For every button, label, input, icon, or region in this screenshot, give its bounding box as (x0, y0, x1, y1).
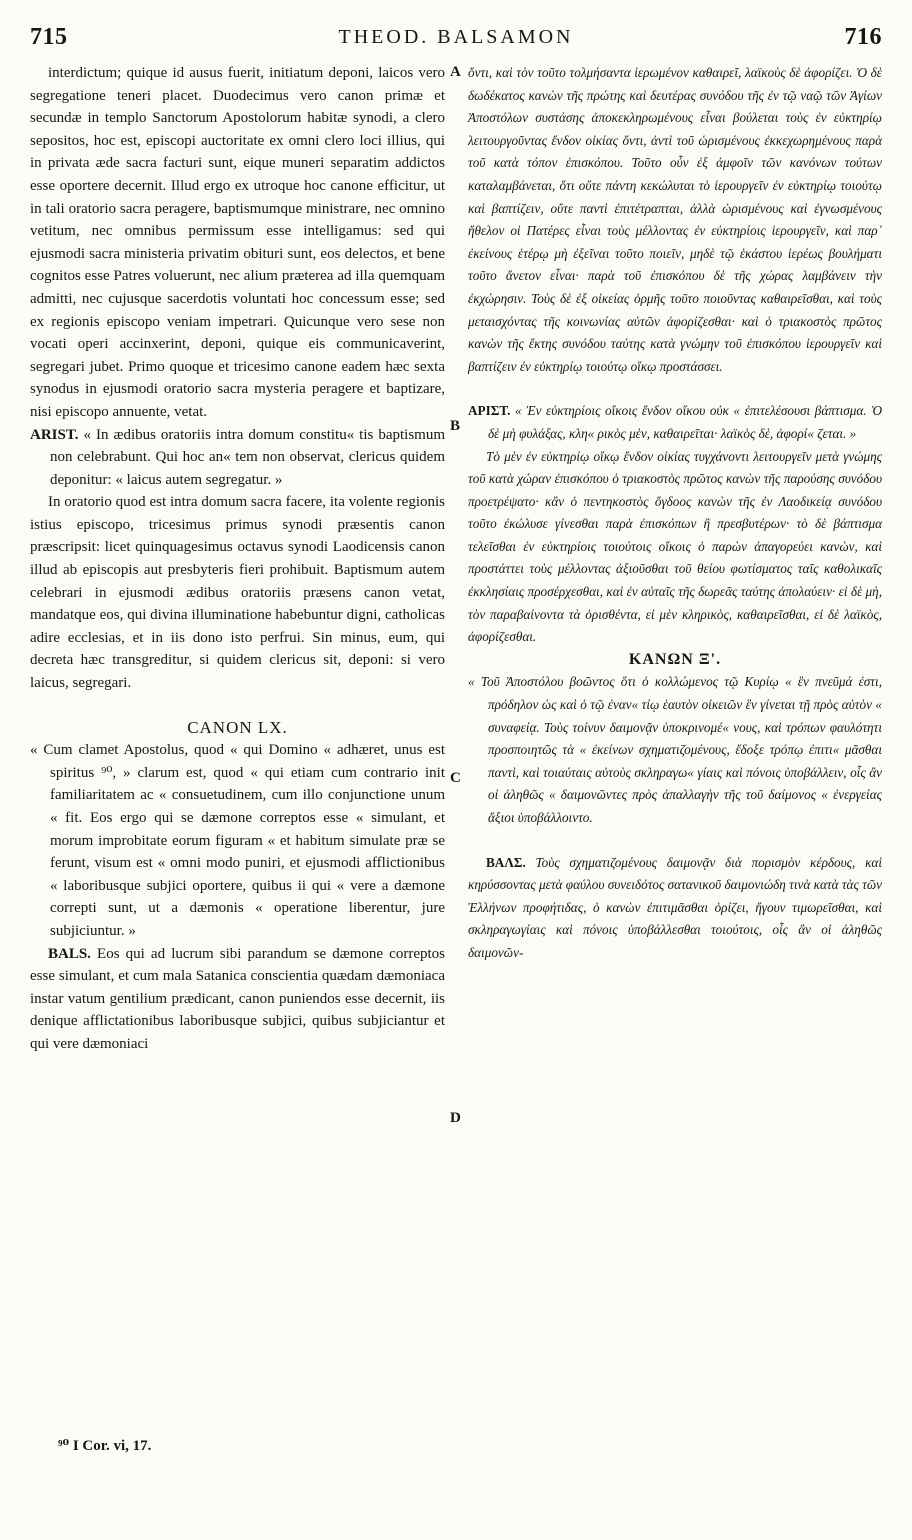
greek-column (468, 62, 882, 965)
greek-arist-label: ΑΡΙΣΤ. (468, 403, 511, 419)
latin-bals-label: BALS. (48, 945, 91, 962)
latin-canon-title: CANON LX. (187, 717, 288, 737)
latin-arist-text: « In ædibus oratoriis intra domum constitu« tis baptismum non celebrabunt. Qui hoc an« tem non observat, clericus quidem deponitur: « laicus autem segregatur. » (50, 426, 445, 488)
greek-canon-title: ΚΑΝΩΝ Ξ'. (628, 650, 722, 668)
latin-column (30, 62, 445, 1056)
margin-letter-b: B (450, 418, 461, 434)
latin-canon-text: « Cum clamet Apostolus, quod « qui Domino « adhæret, unus est spiritus ⁹⁰, » clarum est, quod « qui etiam cum contrario init familiaritatem ac « consuetudinem, cum illo conjunctione unum « fit. Eos ergo qui se dæmone correptos esse « simulant, et morum improbitate eorum figuram « et habitum simulate præ se ferunt, visum est « omni modo puniri, et ejusmodi afflictionibus « laboribusque subjici oportere, quibus ii qui « vere a dæmone correpti sunt, ut a dæmonis « operatione liberentur, jure subjiciuntur. » (30, 742, 445, 939)
running-header (0, 14, 912, 48)
margin-letter-d: D (450, 1110, 461, 1126)
greek-paragraph-1: ὄντι, καὶ τὸν τοῦτο τολμήσαντα ἱερωμένον καθαιρεῖ, λαϊκοὺς δὲ ἀφορίζει. Ὁ δὲ δωδέκατος κανὼν τῆς πρώτης καὶ δευτέρας συνόδου τῆς ἐν τῷ ναῷ τῶν Ἁγίων Ἀποστόλων συστάσης ἀποκεκληρωμένους εἶναι βούλεται τοὺς ἐν εὐκτηρίῳ λειτουργοῦντας ἔνδον οἰκίας ὄντι, ἀντὶ τοῦ ὡρισμένους ἐκκεχωρημένους παρὰ τοῦ κατὰ τόπον ἐπισκόπου. Τοῦτο οὖν ἐξ ἀμφοῖν τῶν κανόνων τούτων καταλαμβάνεται, ὅτι οὔτε πάντη κεκώλυται τὸ ἱερουργεῖν ἐν εὐκτηρίῳ τοιούτῳ καὶ βαπτίζειν, οὔτε παντὶ ἐπιτέτραπται, ἀλλὰ ὡρισμένους καὶ ἐγνωσμένους ἤθελον οἱ Πατέρες εἶναι τοὺς μέλλοντας ἐν εὐκτηρίοις ἱερουργεῖν, καὶ παρ᾽ ἐκείνους ἑτέρῳ μὴ ἐξεῖναι τοῦτο ποιεῖν, μηδὲ τῷ ἑκάστου ἱερέως βουλήματι τοῦτο ἄνετον εἶναι· παρὰ τοῦ ἐπισκόπου δὲ τῆς χώρας λαμβάνειν τὴν ἐκχώρησιν. Τοὺς δὲ ἐξ οἰκείας ὁρμῆς τοῦτο ποιοῦντας καθαιρεῖσθαι, καὶ τοὺς μεταισχόντας τῆς κοινωνίας αὐτῶν ἀφορίζεσθαι· καὶ ὁ τριακοστὸς πρῶτος κανὼν τῆς ἕκτης συνόδου ταύτης κατὰ γνώμην τοῦ ἐπισκόπου ἱερουργεῖν καὶ βαπτίζειν ἐν εὐκτηρίῳ τοιούτῳ οἴκῳ προστάσσει. (468, 65, 882, 374)
margin-letter-c: C (450, 770, 461, 786)
greek-canon-text: « Τοῦ Ἀποστόλου βοῶντος ὅτι ὁ κολλώμενος τῷ Κυρίῳ « ἓν πνεῦμά ἐστι, πρόδηλον ὡς καὶ ὁ τῷ ἐναν« τίῳ ἑαυτὸν οἰκειῶν ἓν γίνεται τῇ πρὸς αὐτὸν « συναφείᾳ. Τοὺς τοίνυν δαιμονᾷν ὑποκρινομέ« νους, καὶ τρόπων φαυλότητι προσποιητῶς τὰ « ἐκείνων σχηματιζομένους, ἔδοξε τρόπῳ ἐπιτι« μᾶσθαι παντὶ, καὶ τοιαύταις αὐτοὺς σκληραγω« γίαις καὶ πόνοις ὑποβάλλειν, οἷς ἂν οἱ ἀληθῶς « δαιμονῶντες πρὸς ἀπαλλαγὴν τῆς τοῦ δαίμονος « ἐνεργείας ἄξιοι ὑποβάλλοιντο. (468, 674, 882, 825)
latin-bals-block (30, 943, 445, 1056)
latin-paragraph-1: interdictum; quique id ausus fuerit, initiatum deponi, laicos vero segregatione teneri placet. Duodecimus vero canon primæ et secundæ in templo Sanctorum Apostolorum habitæ synodi, a clero sepositos, hoc est, episcopi auctoritate ex omni clero loci illius, qui in privata æde sacra facturi sunt, eique muneri separatim addictos esse oportere decernit. Illud ergo ex utroque hoc canone efficitur, ut in tali oratorio sacra peragere, baptismumque ministrare, nec omnino vetitum, nec omnibus permissum esse intelligamus: sed qui ejusmodi sacra ministeria privatim obituri sunt, eos delectos, et bene cognitos esse Patres voluerunt, nec alium præterea ad illa quemquam admitti, nec cujusque sacerdotis voluntati hoc concessum esse; sed ex regionis episcopo veniam impetrari. Quicunque vero sese non vocati operi accinxerint, deponi, quique eis communicaverint, segregari jubet. Primo quoque et tricesimo canone eadem hæc sexta synodus in ejusmodi oratorio sacra mysteria peragere et baptizare, nisi episcopo annuente, vetat. (30, 65, 445, 420)
latin-bals-text: Eos qui ad lucrum sibi parandum se dæmone correptos esse simulant, et cum mala Satanica conscientia quædam dæmoniaca instar vatum gentilium prædicant, canon puniendos esse decernit, iis denique afflictationibus laboribusque subjici, quibus subjiciantur et qui vere dæmoniaci (30, 945, 445, 1052)
greek-bals-text: Τοὺς σχηματιζομένους δαιμονᾷν διὰ πορισμὸν κέρδους, καὶ κηρύσσοντας μετὰ φαύλου συνειδότος σατανικοῦ δαιμονιώδη τινὰ κατὰ τὰς τῶν Ἑλλήνων προφήτιδας, ὁ κανὼν ἐπιτιμᾶσθαι ὁρίζει, ἤγουν τιμωρεῖσθαι, καὶ σκληραγωγίαις καὶ πόνοις ὑποβάλλεσθαι τοιούτοις, οἷς ἂν οἱ ἀληθῶς δαιμονῶν- (468, 854, 882, 960)
greek-arist-text: « Ἐν εὐκτηρίοις οἴκοις ἔνδον οἴκου οὐκ « ἐπιτελέσουσι βάπτισμα. Ὁ δὲ μὴ φυλάξας, κλη« ρικὸς μὲν, καθαιρεῖται· λαϊκὸς δὲ, ἀφορί« ζεται. » (488, 403, 883, 441)
greek-arist-block (468, 400, 882, 445)
greek-paragraph-2: Τὸ μὲν ἐν εὐκτηρίῳ οἴκῳ ἔνδον οἰκίας τυγχάνοντι λειτουργεῖν μετὰ γνώμης τοῦ κατὰ χώραν ἐπισκόπου ὁ τριακοστὸς πρῶτος κανὼν τῆς παρούσης συνόδου προετρέψατο· κἂν ὁ πεντηκοστὸς ὄγδοος κανὼν τῆς ἐν Λαοδικείᾳ συνόδου τοῦτο ἐκώλυσε γίνεσθαι παρὰ ἐπισκόπων ἢ πρεσβυτέρων· τὸ δὲ βάπτισμα τελεῖσθαι ἐν εὐκτηρίοις τοιούτοις οἴκοις ὁ παρὼν ἀπαγορεύει κανὼν, καὶ προστάττει τοὺς μέλλοντας ἀξιοῦσθαι τοῦ θείου φωτίσματος ταῖς καθολικαῖς ἐκκλησίαις προσέρχεσθαι, καὶ ἐν αὐταῖς τῆς δωρεᾶς ταύτης ἀπολαύειν· εἰ δὲ μὴ, τὸν παραβαίνοντα τὰ ὁρισθέντα, εἰ μὲν κληρικὸς, καθαιρεῖσθαι, εἰ δὲ λαϊκὸς, ἀφορίζεσθαι. (468, 448, 882, 645)
right-page-number: 716 (844, 24, 882, 50)
left-page-number: 715 (30, 24, 68, 50)
latin-arist-block (30, 424, 445, 492)
greek-bals-block (468, 852, 882, 965)
footnote: ⁹⁰ I Cor. vi, 17. (58, 1438, 152, 1454)
margin-letter-a: A (450, 64, 461, 80)
running-title: THEOD. BALSAMON (338, 26, 574, 48)
latin-paragraph-2: In oratorio quod est intra domum sacra facere, ita volente regionis istius episcopo, tricesimus primus synodi præsentis canon præscripsit: licet quinquagesimus octavus synodi Laodicensis canon illud ab episcopis aut presbyteris fieri prohibuit. Baptismum autem celebrari in ejusmodi ædibus oratoriis præsens canon vetat, mandatque eos, qui divina illuminatione habebuntur digni, catholicas adire ecclesias, et in iis dono isto perfrui. Sin minus, eum, qui decreta hæc transgreditur, si quidem clericus sit, deponi: si vero laicus, segregari. (30, 494, 445, 692)
greek-bals-label: ΒΑΛΣ. (486, 854, 526, 870)
latin-arist-label: ARIST. (30, 426, 79, 443)
